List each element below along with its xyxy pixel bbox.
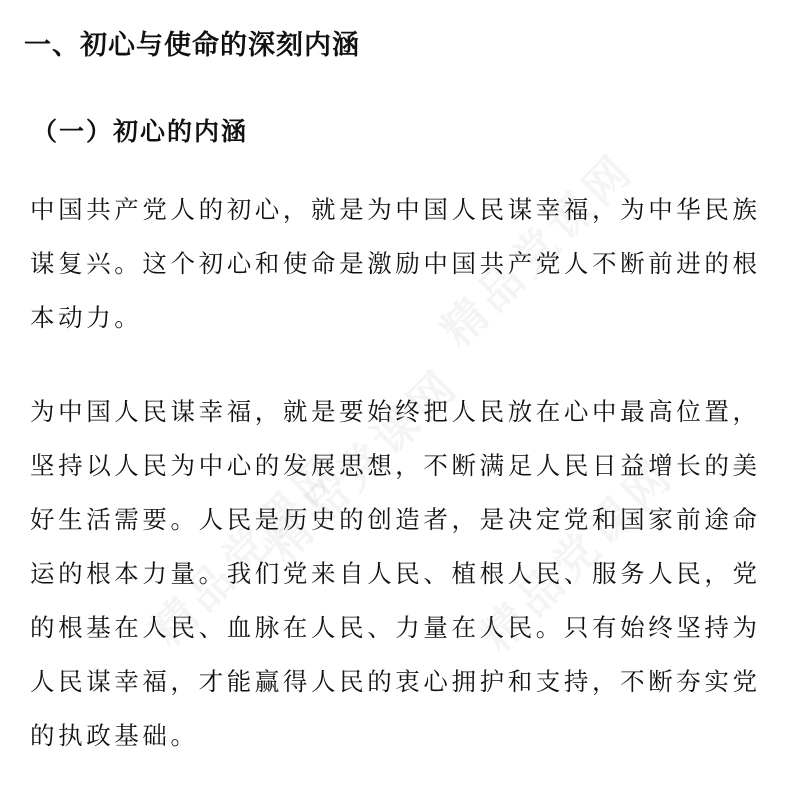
- watermark: 精品党课网: [256, 358, 470, 572]
- watermark: 精品党课网: [431, 143, 645, 357]
- section-heading: 一、初心与使命的深刻内涵: [24, 30, 360, 61]
- paragraph-line: 的执政基础。: [30, 721, 199, 750]
- paragraph-line: 中国共产党人的初心，就是为中国人民谋幸福，为中华民族: [30, 195, 761, 224]
- paragraph-line: 好生活需要。人民是历史的创造者，是决定党和国家前途命: [30, 505, 761, 534]
- paragraph-1: [30, 183, 780, 345]
- watermark: 精品党课网: [141, 443, 355, 657]
- paragraph-2: [30, 385, 780, 763]
- paragraph-line: 人民谋幸福，才能赢得人民的衷心拥护和支持，不断夯实党: [30, 667, 761, 696]
- paragraph-line: 为中国人民谋幸福，就是要始终把人民放在心中最高位置，: [30, 397, 761, 426]
- watermark: 精品党课网: [471, 448, 685, 662]
- paragraph-line: 的根基在人民、血脉在人民、力量在人民。只有始终坚持为: [30, 613, 761, 642]
- paragraph-line: 运的根本力量。我们党来自人民、植根人民、服务人民，党: [30, 559, 761, 588]
- paragraph-line: 谋复兴。这个初心和使命是激励中国共产党人不断前进的根: [30, 249, 761, 278]
- subsection-heading: （一）初心的内涵: [32, 117, 249, 146]
- paragraph-line: 本动力。: [30, 303, 143, 332]
- paragraph-line: 坚持以人民为中心的发展思想，不断满足人民日益增长的美: [30, 451, 761, 480]
